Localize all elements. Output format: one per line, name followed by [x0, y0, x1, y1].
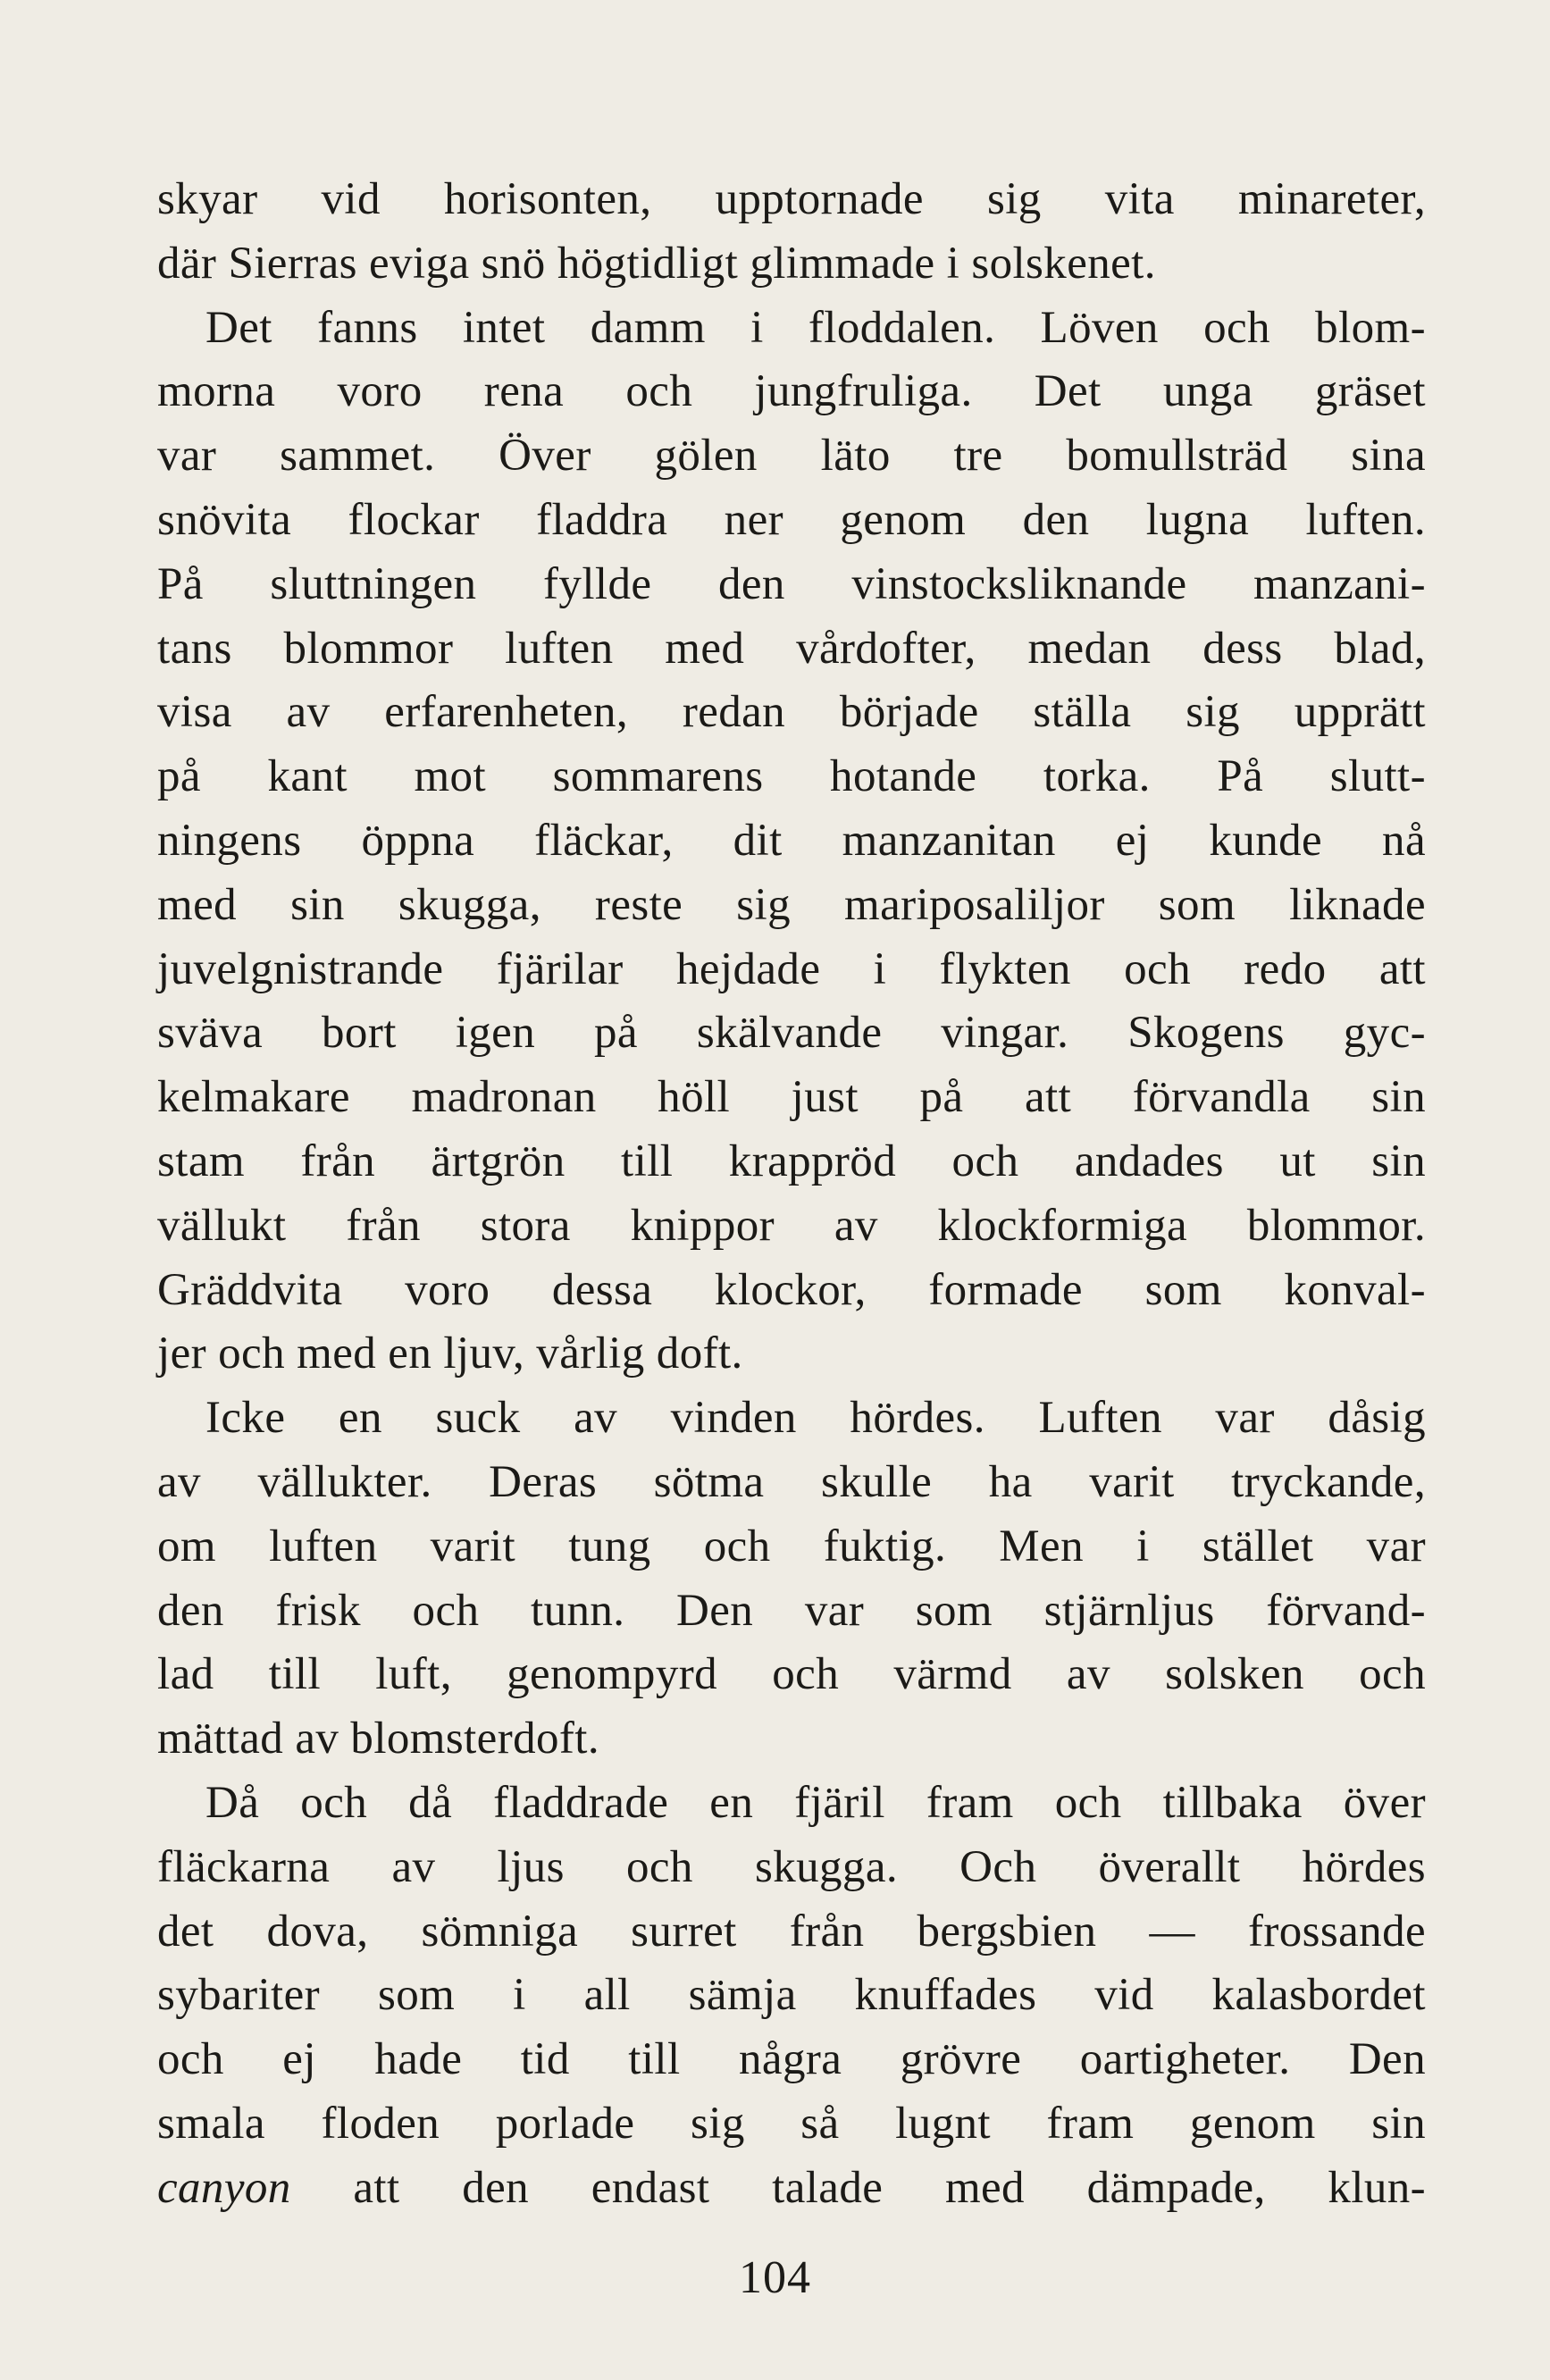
text-line: Icke en suck av vinden hördes. Luften var dåsig [205, 1393, 1426, 1444]
text-line: var sammet. Över gölen läto tre bomullsträd sina [157, 431, 1426, 482]
text-line: det dova, sömniga surret från bergsbien — frossande [157, 1906, 1426, 1957]
text-line: skyar vid horisonten, upptornade sig vita minareter, [157, 174, 1426, 224]
text-line: lad till luft, genompyrd och värmd av solsken och [157, 1649, 1426, 1700]
text-line: med sin skugga, reste sig mariposaliljor som liknade [157, 879, 1426, 930]
text-line: tans blommor luften med vårdofter, medan dess blad, [157, 623, 1426, 674]
text-line: jer och med en ljuv, vårlig doft. [157, 1328, 743, 1379]
italic-word: canyon [157, 2162, 291, 2213]
text-line [157, 2157, 1426, 2221]
text-line: där Sierras eviga snö högtidligt glimmade i solskenet. [157, 238, 1156, 289]
text-line: sybariter som i all sämja knuffades vid kalasbordet [157, 1970, 1426, 2021]
text-line: morna voro rena och jungfruliga. Det unga gräset [157, 366, 1426, 417]
text-line: av vällukter. Deras sötma skulle ha varit tryckande, [157, 1456, 1426, 1507]
text-line: den frisk och tunn. Den var som stjärnljus förvand- [157, 1585, 1426, 1636]
page-number: 104 [739, 2252, 811, 2303]
text-line: På sluttningen fyllde den vinstocksliknande manzani- [157, 558, 1426, 609]
text-line: ningens öppna fläckar, dit manzanitan ej kunde nå [157, 815, 1426, 866]
body-text [157, 168, 1426, 2221]
text-line: smala floden porlade sig så lugnt fram genom sin [157, 2098, 1426, 2149]
text-line: kelmakare madronan höll just på att förvandla sin [157, 1072, 1426, 1123]
text-line: sväva bort igen på skälvande vingar. Skogens gyc- [157, 1008, 1426, 1059]
text-line: mättad av blomsterdoft. [157, 1714, 599, 1764]
text-line: på kant mot sommarens hotande torka. På slutt- [157, 751, 1426, 802]
text-line: Gräddvita voro dessa klockor, formade som konval- [157, 1264, 1426, 1315]
text-line: Då och då fladdrade en fjäril fram och tillbaka över [205, 1777, 1426, 1828]
text-line: visa av erfarenheten, redan började ställa sig upprätt [157, 687, 1426, 738]
text-line: om luften varit tung och fuktig. Men i stället var [157, 1521, 1426, 1571]
line-text: att den endast talade med dämpade, klun- [353, 2162, 1426, 2213]
text-line: vällukt från stora knippor av klockformiga blommor. [157, 1200, 1426, 1251]
text-line: juvelgnistrande fjärilar hejdade i flykten och redo att [157, 943, 1426, 994]
text-line: fläckarna av ljus och skugga. Och överallt hördes [157, 1841, 1426, 1892]
text-line: snövita flockar fladdra ner genom den lugna luften. [157, 494, 1426, 545]
text-line: stam från ärtgrön till krappröd och andades ut sin [157, 1136, 1426, 1186]
text-line: Det fanns intet damm i floddalen. Löven och blom- [205, 302, 1426, 353]
text-line: och ej hade tid till några grövre oartigheter. Den [157, 2034, 1426, 2085]
